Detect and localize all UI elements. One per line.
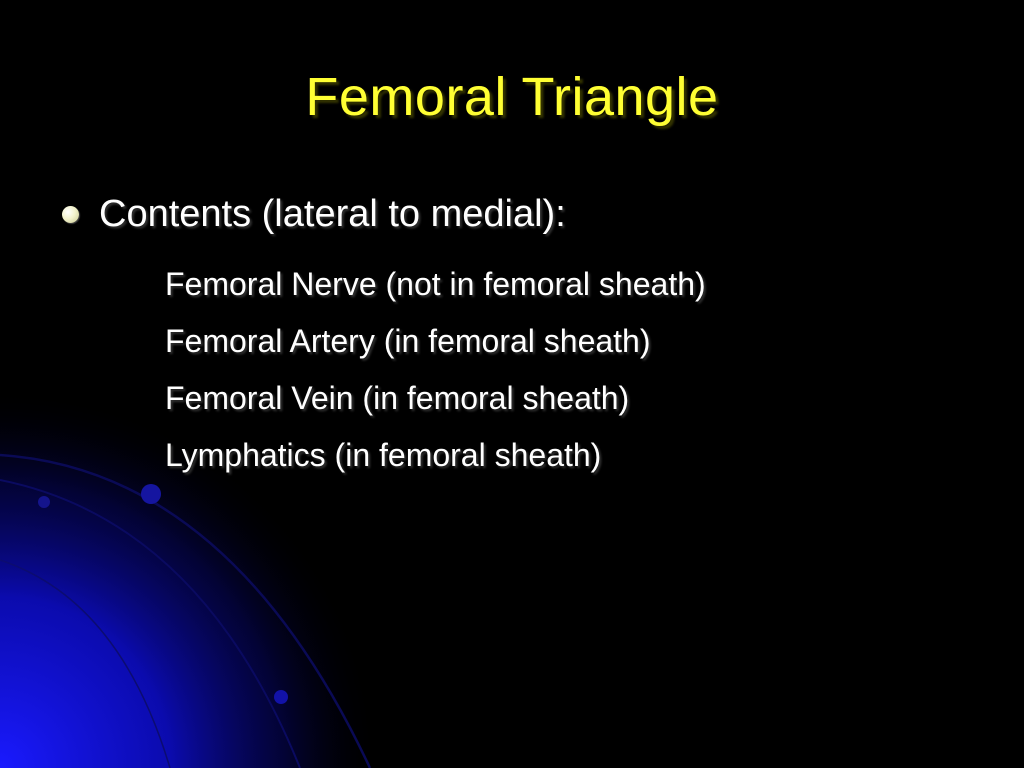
contents-list [165,256,706,484]
list-item: Lymphatics (in femoral sheath) [165,437,602,473]
bullet-row [62,188,566,240]
bullet-text: Contents (lateral to medial): [99,192,566,235]
list-item: Femoral Artery (in femoral sheath) [165,323,651,359]
list-item: Femoral Nerve (not in femoral sheath) [165,266,706,302]
slide-title: Femoral Triangle [305,67,719,127]
arc-dot-small [38,496,50,508]
list-item: Femoral Vein (in femoral sheath) [165,380,630,416]
arc-dot-large [141,484,161,504]
arc-dot-lower [274,690,288,704]
bullet-dot-icon [62,206,79,223]
